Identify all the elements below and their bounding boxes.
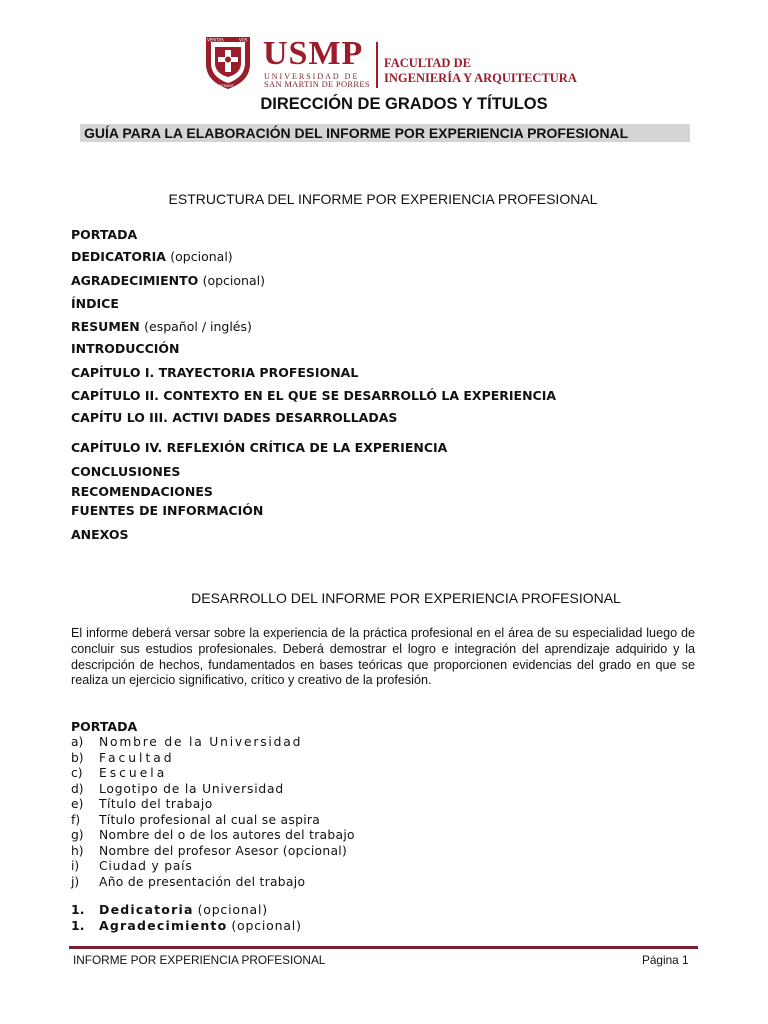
list-letter: i) bbox=[71, 859, 80, 873]
list-letter: e) bbox=[71, 797, 84, 811]
toc-label: CAPÍTULO I. TRAYECTORIA PROFESIONAL bbox=[71, 365, 359, 380]
list-letter: a) bbox=[71, 735, 84, 749]
portada-list bbox=[71, 735, 355, 890]
list-letter: d) bbox=[71, 781, 84, 796]
list-item bbox=[71, 766, 355, 782]
page-number: Página 1 bbox=[642, 953, 689, 967]
toc-item bbox=[71, 341, 180, 357]
toc-label: AGRADECIMIENTO bbox=[71, 273, 199, 288]
development-heading: DESARROLLO DEL INFORME POR EXPERIENCIA PROFESIONAL bbox=[191, 590, 621, 606]
list-item bbox=[71, 844, 355, 860]
toc-item bbox=[71, 273, 265, 289]
toc-item bbox=[71, 296, 119, 312]
toc-label: CONCLUSIONES bbox=[71, 464, 181, 479]
list-text: Nombre de la Universidad bbox=[99, 735, 303, 749]
list-item bbox=[71, 797, 355, 813]
list-letter: c) bbox=[71, 766, 83, 780]
seal-motto-right: VOS bbox=[239, 37, 248, 43]
faculty-name bbox=[384, 56, 577, 86]
list-text: Título del trabajo bbox=[99, 797, 213, 811]
list-item bbox=[71, 828, 355, 844]
structure-heading: ESTRUCTURA DEL INFORME POR EXPERIENCIA PROFESIONAL bbox=[168, 191, 598, 207]
toc-item bbox=[71, 365, 358, 381]
list-text: Nombre del profesor Asesor (opcional) bbox=[99, 843, 348, 858]
toc-item bbox=[71, 440, 447, 456]
faculty-line-2: INGENIERÍA Y ARQUITECTURA bbox=[384, 71, 577, 85]
list-text: Ciudad y país bbox=[99, 859, 193, 873]
seal-motto-top: VERITAS bbox=[207, 37, 224, 43]
toc-item bbox=[71, 249, 233, 265]
toc-item bbox=[71, 227, 137, 243]
toc-label: RECOMENDACIONES bbox=[71, 484, 213, 499]
toc-item bbox=[71, 319, 252, 335]
item-label: Dedicatoria bbox=[99, 902, 194, 917]
list-item bbox=[71, 735, 355, 751]
list-text: Escuela bbox=[99, 766, 168, 780]
faculty-line-1: FACULTAD DE bbox=[384, 56, 471, 70]
toc-label: ÍNDICE bbox=[71, 296, 119, 311]
university-seal-logo bbox=[203, 34, 253, 90]
toc-item bbox=[71, 410, 397, 426]
item-label: Agradecimiento bbox=[99, 918, 228, 933]
list-item bbox=[71, 875, 355, 891]
list-text: Título profesional al cual se aspira bbox=[99, 812, 321, 827]
toc-label: ANEXOS bbox=[71, 527, 129, 542]
list-text: Facultad bbox=[99, 750, 175, 765]
toc-label: CAPÍTULO IV. REFLEXIÓN CRÍTICA DE LA EXPERIENCIA bbox=[71, 440, 448, 455]
toc-label: CAPÍTU LO III. ACTIVI DADES DESARROLLADAS bbox=[71, 410, 398, 425]
toc-label: RESUMEN bbox=[71, 319, 140, 334]
item-number: 1. bbox=[71, 918, 85, 933]
page-subtitle: GUÍA PARA LA ELABORACIÓN DEL INFORME POR EXPERIENCIA PROFESIONAL bbox=[84, 125, 629, 141]
list-letter: b) bbox=[71, 750, 84, 765]
list-letter: h) bbox=[71, 843, 84, 858]
toc-label: CAPÍTULO II. CONTEXTO EN EL QUE SE DESARROLLÓ LA EXPERIENCIA bbox=[71, 388, 557, 403]
toc-label: DEDICATORIA bbox=[71, 249, 166, 264]
footer-rule bbox=[69, 946, 698, 949]
numbered-item-agradecimiento bbox=[71, 918, 302, 933]
page-title: DIRECCIÓN DE GRADOS Y TÍTULOS bbox=[260, 95, 548, 113]
list-letter: g) bbox=[71, 828, 84, 842]
toc-item bbox=[71, 503, 263, 519]
toc-item bbox=[71, 388, 556, 404]
list-text: Año de presentación del trabajo bbox=[99, 874, 306, 889]
list-item bbox=[71, 751, 355, 767]
item-note: (opcional) bbox=[197, 902, 268, 917]
footer-title: INFORME POR EXPERIENCIA PROFESIONAL bbox=[73, 953, 326, 967]
toc-note: (opcional) bbox=[202, 273, 265, 288]
list-text: Nombre del o de los autores del trabajo bbox=[99, 828, 355, 842]
development-paragraph: El informe deberá versar sobre la experiencia de la práctica profesional en el área de su especialidad luego de concluir sus estudios profesionales. Deberá demostrar el logro e integración del aprendizaje adquirido y la descripción de hechos, fundamentados en bases teóricas que proporcionen evidencias del grado en que se realiza un ejercicio significativo, crítico y creativo de la profesión. bbox=[71, 626, 695, 688]
list-letter: j) bbox=[71, 874, 80, 889]
brand-name: USMP bbox=[263, 35, 364, 72]
item-number: 1. bbox=[71, 902, 85, 917]
list-text: Logotipo de la Universidad bbox=[99, 781, 284, 796]
logo-divider bbox=[376, 42, 378, 88]
portada-heading: PORTADA bbox=[71, 719, 138, 734]
brand-subtitle-2: SAN MARTIN DE PORRES bbox=[264, 79, 370, 89]
brand-subtitle-1: UNIVERSIDAD DE bbox=[264, 72, 360, 81]
toc-item bbox=[71, 484, 213, 500]
list-item bbox=[71, 859, 355, 875]
numbered-item-dedicatoria bbox=[71, 902, 268, 917]
toc-label: PORTADA bbox=[71, 227, 138, 242]
toc-label: INTRODUCCIÓN bbox=[71, 341, 180, 356]
toc-label: FUENTES DE INFORMACIÓN bbox=[71, 503, 264, 518]
toc-item bbox=[71, 527, 129, 543]
list-item bbox=[71, 782, 355, 798]
toc-note: (opcional) bbox=[170, 249, 233, 264]
item-note: (opcional) bbox=[231, 918, 302, 933]
list-letter: f) bbox=[71, 812, 81, 827]
seal-motto-bottom: LIBERABIT bbox=[216, 84, 234, 88]
list-item bbox=[71, 813, 355, 829]
toc-item bbox=[71, 464, 180, 480]
toc-note: (español / inglés) bbox=[144, 319, 252, 334]
